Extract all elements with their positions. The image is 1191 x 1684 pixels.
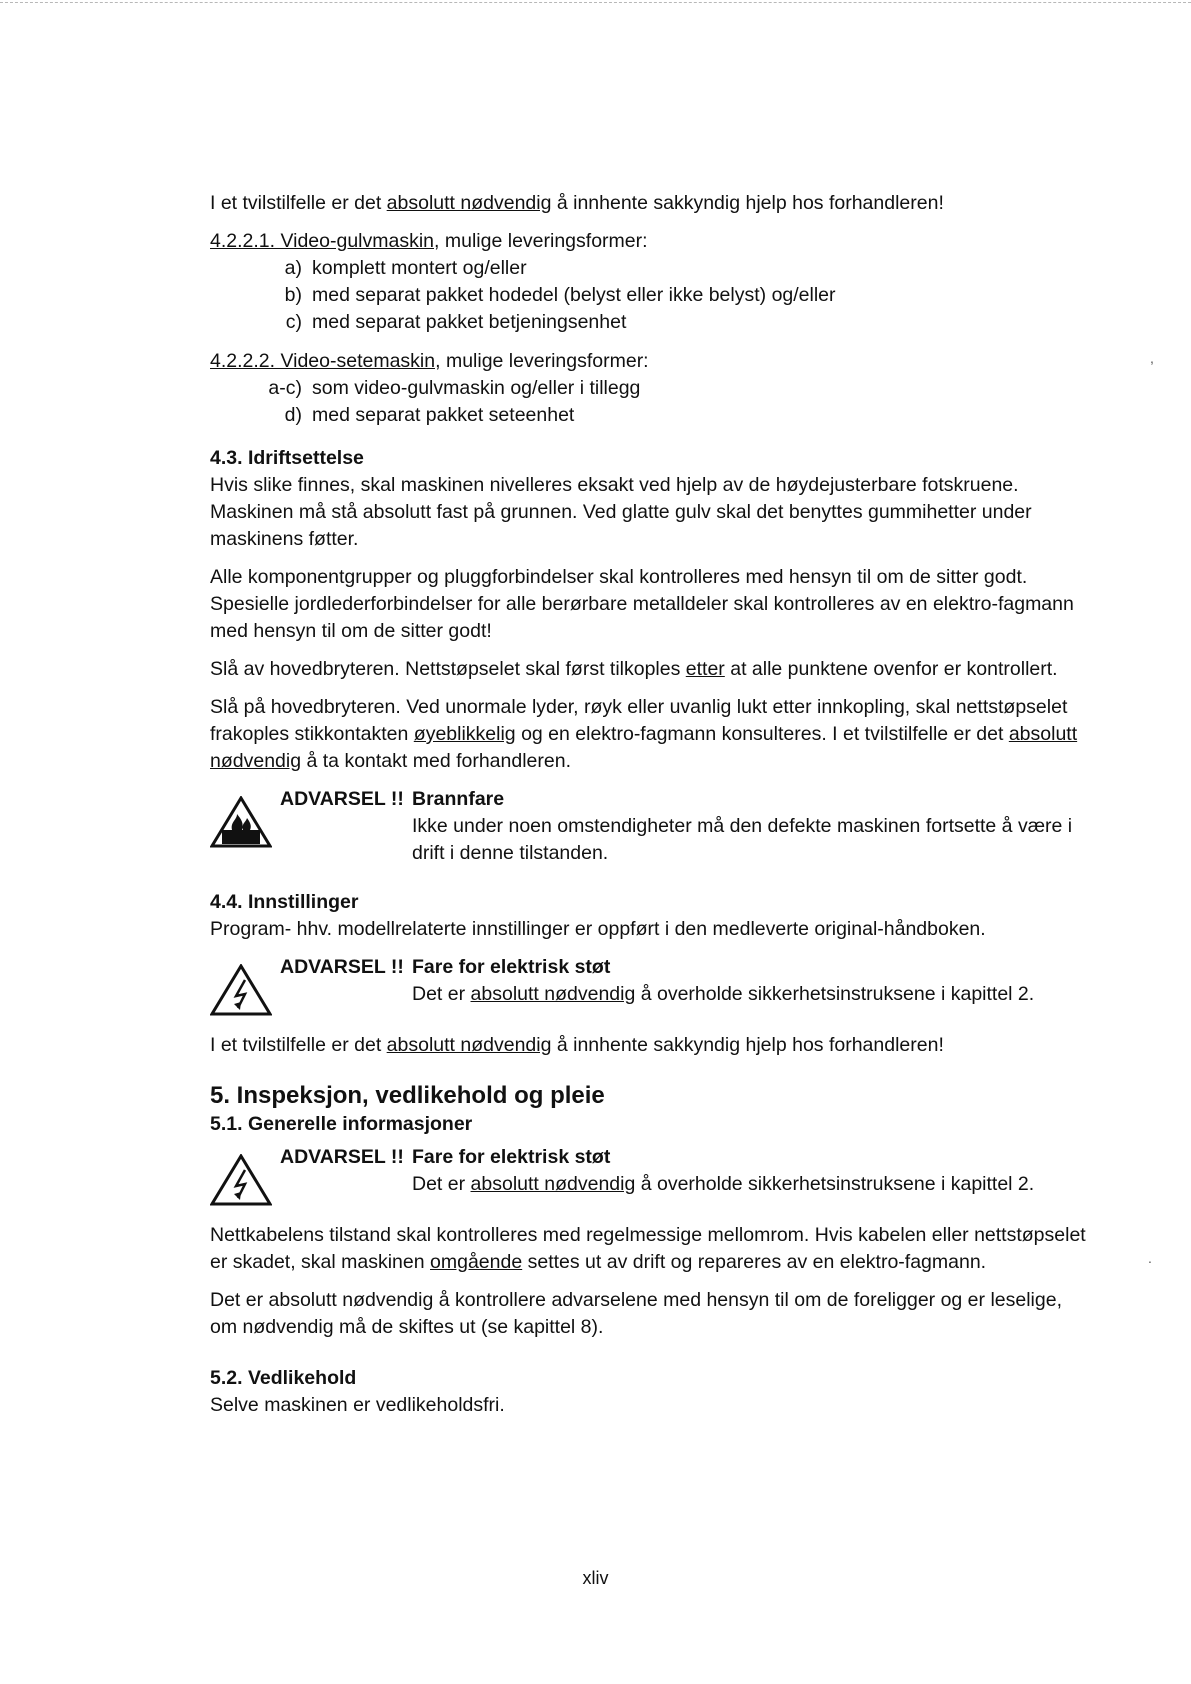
heading-5-1: 5.1. Generelle informasjoner: [210, 1113, 473, 1135]
chapter-heading: 5. Inspeksjon, vedlikehold og pleie: [210, 1082, 605, 1109]
warning-text: Det er absolutt nødvendig å overholde sikkerhetsinstruksene i kapittel 2.: [412, 983, 1035, 1005]
paragraph: Det er absolutt nødvendig å kontrollere advarselene med hensyn til om de foreligger og er leselige, om nødvendig må de skiftes ut (se kapittel 8).: [210, 1289, 1062, 1338]
paragraph: I et tvilstilfelle er det absolutt nødvendig å innhente sakkyndig hjelp hos forhandleren!: [210, 1034, 944, 1056]
scan-edge: [0, 2, 1191, 3]
warning-box-shock: [210, 1144, 1090, 1214]
warning-title: Brannfare: [412, 788, 505, 810]
warning-label: ADVARSEL !!: [280, 1146, 404, 1168]
warning-label: ADVARSEL !!: [280, 956, 404, 978]
heading-4-4: 4.4. Innstillinger: [210, 891, 359, 913]
section-heading: 4.2.2.2. Video-setemaskin, mulige leveringsformer:: [210, 350, 649, 372]
scan-speck: ,: [1150, 350, 1154, 366]
paragraph: Nettkabelens tilstand skal kontrolleres med regelmessige mellomrom. Hvis kabelen eller nettstøpselet er skadet, skal maskinen omgående settes ut av drift og repareres av en elektro-fagmann.: [210, 1224, 1086, 1273]
list-item: b) med separat pakket hodedel (belyst eller ikke belyst) og/eller: [284, 284, 836, 306]
electric-shock-warning-icon: [210, 954, 280, 1024]
fire-warning-icon: [210, 786, 280, 856]
electric-shock-warning-icon: [210, 1144, 280, 1214]
paragraph: Alle komponentgrupper og pluggforbindelser skal kontrolleres med hensyn til om de sitter godt. Spesielle jordlederforbindelser for alle berørbare metalldeler skal kontrolleres av en elektro-fagmann med hensyn til om de sitter godt!: [210, 566, 1074, 642]
scan-speck: .: [1148, 1250, 1152, 1266]
list-item: a-c) som video-gulvmaskin og/eller i tillegg: [268, 377, 641, 399]
paragraph: Slå på hovedbryteren. Ved unormale lyder, røyk eller uvanlig lukt etter innkopling, skal nettstøpselet frakoples stikkontakten øyeblikkelig og en elektro-fagmann konsulteres. I et tvilstilfelle er det absolutt nødvendig å ta kontakt med forhandleren.: [210, 696, 1078, 772]
warning-box-fire: [210, 786, 1090, 867]
warning-label: ADVARSEL !!: [280, 788, 404, 810]
paragraph: Selve maskinen er vedlikeholdsfri.: [210, 1394, 505, 1416]
list-item: c) med separat pakket betjeningsenhet: [285, 311, 627, 333]
paragraph: Program- hhv. modellrelaterte innstillinger er oppført i den medleverte original-håndboken.: [210, 918, 986, 940]
warning-box-shock: [210, 954, 1090, 1024]
heading-5-2: 5.2. Vedlikehold: [210, 1367, 357, 1389]
list-item: a) komplett montert og/eller: [284, 257, 527, 279]
section-heading: 4.2.2.1. Video-gulvmaskin, mulige leveringsformer:: [210, 230, 648, 252]
section-4-2-2-2: [210, 348, 1090, 429]
section-4-2-2-1: [210, 228, 1090, 336]
heading-4-3: 4.3. Idriftsettelse: [210, 447, 364, 469]
warning-text: Ikke under noen omstendigheter må den defekte maskinen fortsette å være i drift i denne tilstanden.: [412, 815, 1073, 864]
document-page: [210, 190, 1090, 1430]
paragraph: Hvis slike finnes, skal maskinen nivelleres eksakt ved hjelp av de høydejusterbare fotskruene. Maskinen må stå absolutt fast på grunnen. Ved glatte gulv skal det benyttes gummihetter under maskinens føtter.: [210, 474, 1032, 550]
page-number: xliv: [582, 1568, 609, 1588]
warning-title: Fare for elektrisk støt: [412, 956, 611, 978]
list-item: d) med separat pakket seteenhet: [284, 404, 575, 426]
warning-title: Fare for elektrisk støt: [412, 1146, 611, 1168]
warning-text: Det er absolutt nødvendig å overholde sikkerhetsinstruksene i kapittel 2.: [412, 1173, 1035, 1195]
intro-paragraph: I et tvilstilfelle er det absolutt nødvendig å innhente sakkyndig hjelp hos forhandleren!: [210, 192, 944, 214]
paragraph: Slå av hovedbryteren. Nettstøpselet skal først tilkoples etter at alle punktene ovenfor er kontrollert.: [210, 658, 1058, 680]
